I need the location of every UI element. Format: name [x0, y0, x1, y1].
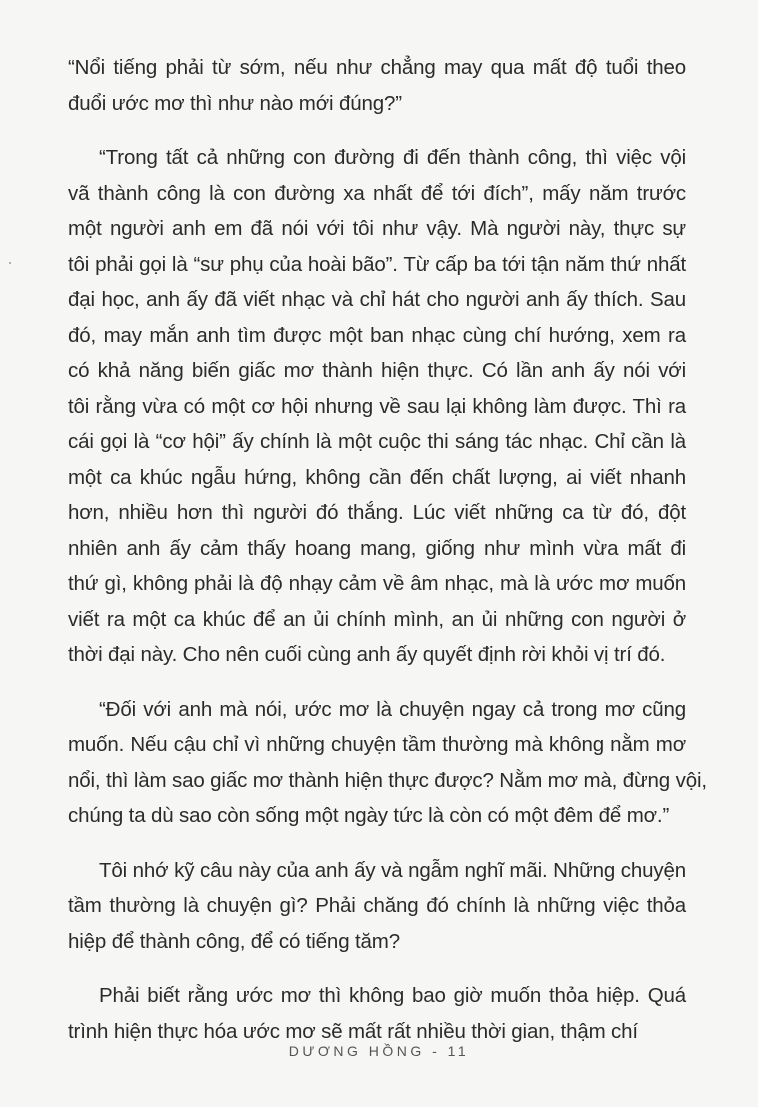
- paragraph: [68, 50, 686, 121]
- text-line: Tôi nhớ kỹ câu này của anh ấy và ngẫm nghĩ mãi. Những chuyện: [99, 858, 686, 882]
- text-line: “Đối với anh mà nói, ước mơ là chuyện ngay cả trong mơ cũng: [99, 697, 686, 721]
- text-line: vã thành công là con đường xa nhất để tới đích”, mấy năm trước: [68, 181, 686, 205]
- text-line: “Nổi tiếng phải từ sớm, nếu như chẳng may qua mất độ tuổi theo: [68, 56, 686, 79]
- text-line: thứ gì, không phải là độ nhạy cảm về âm nhạc, mà là ước mơ muốn: [68, 572, 686, 595]
- text-line: trình hiện thực hóa ước mơ sẽ mất rất nhiều thời gian, thậm chí: [68, 1019, 638, 1043]
- text-line: đó, may mắn anh tìm được một ban nhạc cùng chí hướng, xem ra: [68, 323, 686, 347]
- text-line: hiệp để thành công, để có tiếng tăm?: [68, 929, 400, 953]
- text-line: chúng ta dù sao còn sống một ngày tức là còn có một đêm để mơ.”: [68, 804, 670, 827]
- paragraph: [68, 692, 707, 834]
- body-text: [68, 50, 707, 1068]
- text-line: tầm thường là chuyện gì? Phải chăng đó chính là những việc thỏa: [68, 894, 686, 917]
- text-line: có khả năng biến giấc mơ thành hiện thực. Có lần anh ấy nói với: [68, 359, 686, 382]
- page-footer: DƯƠNG HỒNG - 11: [288, 1043, 470, 1059]
- text-line: một ca khúc ngẫu hứng, không cần đến chất lượng, ai viết nhanh: [68, 465, 686, 489]
- text-line: đại học, anh ấy đã viết nhạc và chỉ hát cho người anh ấy thích. Sau: [68, 288, 686, 311]
- text-line: thời đại này. Cho nên cuối cùng anh ấy quyết định rời khỏi vị trí đó.: [68, 643, 666, 666]
- paper-speck: [9, 262, 11, 264]
- text-line: viết ra một ca khúc để an ủi chính mình, an ủi những con người ở: [68, 607, 686, 631]
- text-line: cái gọi là “cơ hội” ấy chính là một cuộc thi sáng tác nhạc. Chỉ cần là: [68, 430, 686, 453]
- text-line: tôi phải gọi là “sư phụ của hoài bão”. Từ cấp ba tới tận năm thứ nhất: [68, 252, 686, 276]
- paragraph: [68, 853, 686, 960]
- text-line: muốn. Nếu cậu chỉ vì những chuyện tầm thường mà không nằm mơ: [68, 733, 686, 756]
- paragraph: [68, 140, 686, 673]
- text-line: Phải biết rằng ước mơ thì không bao giờ muốn thỏa hiệp. Quá: [99, 984, 686, 1007]
- text-line: nhiên anh ấy cảm thấy hoang mang, giống như mình vừa mất đi: [68, 536, 686, 560]
- text-line: hơn, nhiều hơn thì người đó thắng. Lúc viết những ca từ đó, đột: [68, 501, 686, 524]
- text-line: đuổi ước mơ thì như nào mới đúng?”: [68, 91, 402, 115]
- text-line: “Trong tất cả những con đường đi đến thành công, thì việc vội: [99, 146, 686, 169]
- text-line: một người anh em đã nói với tôi như vậy. Mà người này, thực sự: [68, 217, 686, 240]
- text-line: nổi, thì làm sao giấc mơ thành hiện thực được? Nằm mơ mà, đừng vội,: [68, 768, 707, 792]
- text-line: tôi rằng vừa có một cơ hội nhưng về sau lại không làm được. Thì ra: [68, 394, 686, 418]
- paragraph: [68, 978, 686, 1049]
